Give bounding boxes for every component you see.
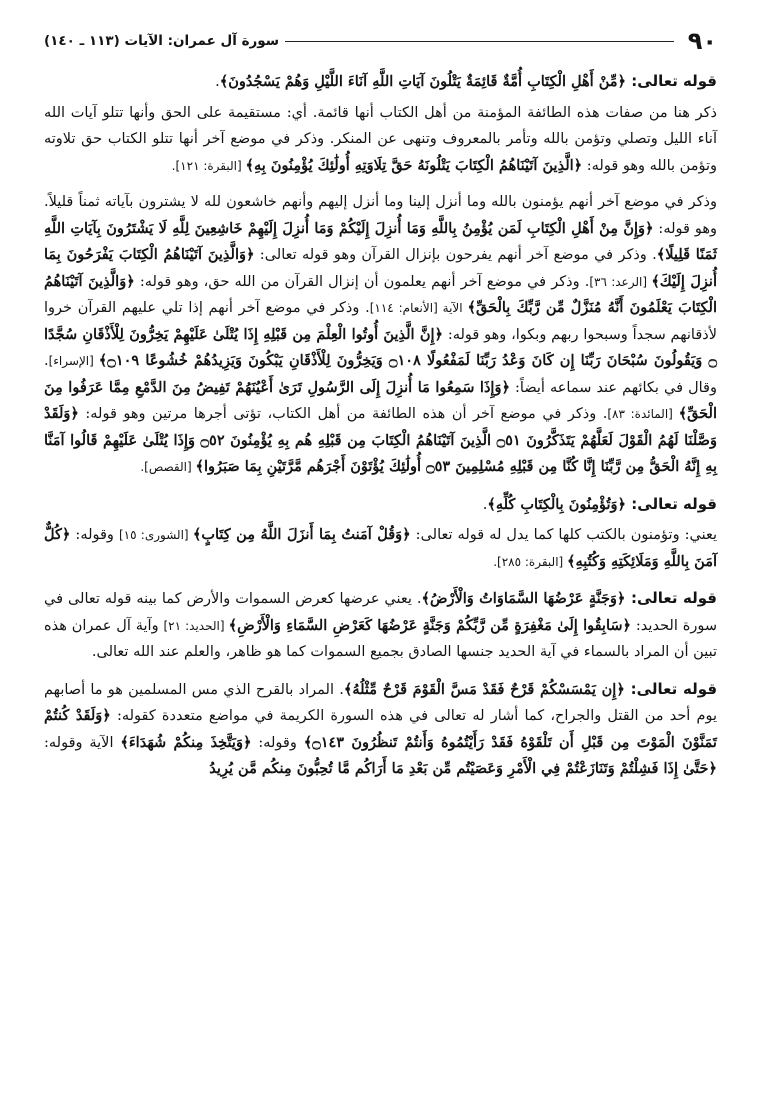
paragraph: [44, 189, 717, 481]
verse-reference: الآية [الأنعام: ١١٤]: [369, 301, 468, 315]
quran-verse: ﴿وَالَّذِينَ آتَيْنَاهُمُ الْكِتَابَ يَفْرَحُونَ بِمَا أُنزِلَ إِلَيْكَ﴾: [44, 246, 717, 290]
body-text: وذكر في موضع آخر أنهم يؤمنون بالله وما أنزل إلينا وما أنزل إليهم وأنهم خاشعون لله لا يشترون بآياته ثمناً قليلاً. وهو قوله:: [44, 194, 717, 237]
body-text: . وذكر في موضع آخر أنهم يعلمون أن إنزال القرآن من الله حق، وهو قوله:: [134, 273, 590, 290]
body-text: . وذكر في موضع آخر أن هذه الطائفة من أهل الكتاب، تؤتى أجرها مرتين وهو قوله:: [78, 406, 608, 422]
body-text: يعني: وتؤمنون بالكتب كلها كما يدل له قوله تعالى:: [410, 527, 717, 543]
section-lead: قوله تعالى:: [625, 589, 718, 607]
verse-reference: [المائدة: ٨٣]: [607, 407, 679, 421]
paragraph: [44, 676, 717, 783]
quran-verse: ﴿وَيَتَّخِذَ مِنكُمْ شُهَدَاءَ﴾: [120, 733, 252, 751]
body-text: . وقال في بكائهم عند سماعه أيضاً:: [44, 353, 717, 396]
quran-verse: ﴿مِّنْ أَهْلِ الْكِتَابِ أُمَّةٌ قَائِمَةٌ يَتْلُونَ آيَاتِ اللَّهِ آنَاءَ اللَّيْلِ وَهُمْ يَسْجُدُونَ﴾: [219, 73, 627, 90]
quran-verse: ﴿وَلَقَدْ كُنتُمْ تَمَنَّوْنَ الْمَوْتَ مِن قَبْلِ أَن تَلْقَوْهُ فَقَدْ رَأَيْتُمُوهُ وَأَنتُمْ تَنظُرُونَ ۝١٤٣﴾: [44, 707, 717, 751]
quran-verse: ﴿وَالَّذِينَ آتَيْنَاهُمُ الْكِتَابَ يَعْلَمُونَ أَنَّهُ مُنَزَّلٌ مِّن رَّبِّكَ بِالْحَقِّ﴾: [44, 272, 717, 316]
section-lead: قوله تعالى:: [624, 679, 718, 698]
body-text: ذكر هنا من صفات هذه الطائفة المؤمنة من أهل الكتاب أنها قائمة. أي: مستقيمة على الحق وأنها تتلو آيات الله آناء الليل وتصلي وتؤمن بالله وتأمر بالمعروف وتنهى عن المنكر. وذكر في موضع آخر أنها تتلو الكتاب حق تلاوته وتؤمن بالله وهو قوله:: [44, 104, 717, 174]
paragraph: [44, 491, 717, 519]
verse-reference: [الرعد: ٣٦]: [589, 274, 652, 289]
body-text: وقوله:: [70, 527, 119, 543]
body-text: الآية وقوله:: [44, 734, 121, 751]
paragraph: [44, 585, 717, 666]
body-text: .: [215, 74, 220, 90]
running-header: [44, 24, 717, 58]
verse-reference: [الحديد: ٢١]: [163, 618, 229, 633]
body-text: . وذكر في موضع آخر أنهم يفرحون بإنزال القرآن وهو قوله تعالى:: [254, 247, 657, 263]
verse-reference: [الشورى: ١٥]: [118, 528, 193, 542]
header-title: سورة آل عمران: الآيات (١١٣ ـ ١٤٠): [44, 33, 280, 49]
body-text: وآية آل عمران هذه تبين أن المراد بالسماء في آية الحديد جنسها الصادق بجميع السموات كما هو ظاهر، والعلم عند الله تعالى.: [44, 617, 717, 660]
quran-verse: ﴿الَّذِينَ آتَيْنَاهُمُ الْكِتَابَ يَتْلُونَهُ حَقَّ تِلَاوَتِهِ أُولَٰئِكَ يُؤْمِنُونَ بِهِ﴾: [245, 156, 583, 174]
paragraph: [44, 100, 717, 180]
verse-reference: [البقرة: ٢٨٥].: [493, 554, 568, 569]
quran-verse: ﴿سَابِقُوا إِلَىٰ مَغْفِرَةٍ مِّن رَّبِّكُمْ وَجَنَّةٍ عَرْضُهَا كَعَرْضِ السَّمَاءِ وَالْأَرْضِ﴾: [228, 616, 632, 634]
section-lead: قوله تعالى:: [626, 494, 717, 513]
body-text: . المراد بالقرح الذي مس المسلمين هو ما أصابهم يوم أحد من القتل والجراح، كما أشار له تعالى في هذه السورة الكريمة في مواضع متعددة كقوله:: [44, 681, 717, 724]
body-text: . يعني عرضها كعرض السموات والأرض كما بينه قوله تعالى في سورة الحديد:: [44, 591, 717, 634]
body-text: وقوله:: [251, 734, 304, 751]
paragraph: [44, 68, 717, 96]
body-text: .: [482, 496, 488, 513]
quran-verse: ﴿إِنَّ الَّذِينَ أُوتُوا الْعِلْمَ مِن قَبْلِهِ إِذَا يُتْلَىٰ عَلَيْهِمْ يَخِرُّونَ لِلْأَذْقَانِ سُجَّدًا ۝ وَيَقُولُونَ سُبْحَانَ رَبِّنَا إِن كَانَ وَعْدُ رَبِّنَا لَمَفْعُولًا ۝١٠٨ وَيَخِرُّونَ لِلْأَذْقَانِ يَبْكُونَ وَيَزِيدُهُمْ خُشُوعًا ۝١٠٩﴾: [44, 325, 717, 369]
quran-verse: ﴿وَتُؤْمِنُونَ بِالْكِتَابِ كُلِّهِ﴾: [487, 495, 627, 513]
section-lead: قوله تعالى:: [626, 72, 717, 90]
verse-reference: [الإسراء]: [48, 354, 99, 368]
quran-verse: ﴿وَقُلْ آمَنتُ بِمَا أَنزَلَ اللَّهُ مِن كِتَابٍ﴾: [192, 526, 411, 543]
commentary-section: [44, 189, 717, 481]
paragraph: [44, 522, 717, 575]
quran-verse: ﴿وَلَقَدْ وَصَّلْنَا لَهُمُ الْقَوْلَ لَعَلَّهُمْ يَتَذَكَّرُونَ ۝٥١ الَّذِينَ آتَيْنَاهُمُ الْكِتَابَ مِن قَبْلِهِ هُم بِهِ يُؤْمِنُونَ ۝٥٢ وَإِذَا يُتْلَىٰ عَلَيْهِمْ قَالُوا آمَنَّا بِهِ إِنَّهُ الْحَقُّ مِن رَّبِّنَا إِنَّا كُنَّا مِن قَبْلِهِ مُسْلِمِينَ ۝٥٣ أُولَٰئِكَ يُؤْتَوْنَ أَجْرَهُم مَّرَّتَيْنِ بِمَا صَبَرُوا﴾: [44, 405, 718, 475]
commentary-section: [44, 491, 717, 576]
quran-verse: ﴿كُلٌّ آمَنَ بِاللَّهِ وَمَلَائِكَتِهِ وَكُتُبِهِ﴾: [44, 526, 717, 570]
verse-reference: [القصص].: [140, 460, 196, 474]
commentary-section: [44, 68, 717, 179]
quran-verse: ﴿إِن يَمْسَسْكُمْ قَرْحٌ فَقَدْ مَسَّ الْقَوْمَ قَرْحٌ مِّثْلُهُ﴾: [343, 680, 625, 698]
quran-verse: ﴿وَجَنَّةٍ عَرْضُهَا السَّمَاوَاتُ وَالْأَرْضُ﴾: [421, 590, 626, 607]
page-number: ٩٠: [687, 27, 717, 55]
header-rule: [285, 41, 674, 42]
commentary-section: [44, 585, 717, 666]
verse-reference: [البقرة: ١٢١].: [171, 158, 246, 173]
commentary-section: [44, 676, 717, 783]
body-text: . وذكر في موضع آخر أنهم إذا تلي عليهم القرآن خروا لأذقانهم سجداً وسبحوا ربهم وبكوا، وهو قوله:: [44, 300, 717, 343]
quran-verse: ﴿وَإِذَا سَمِعُوا مَا أُنزِلَ إِلَى الرَّسُولِ تَرَىٰ أَعْيُنَهُمْ تَفِيضُ مِنَ الدَّمْعِ مِمَّا عَرَفُوا مِنَ الْحَقِّ﴾: [44, 378, 717, 422]
quran-verse: ﴿حَتَّىٰ إِذَا فَشِلْتُمْ وَتَنَازَعْتُمْ فِي الْأَمْرِ وَعَصَيْتُم مِّن بَعْدِ مَا أَرَاكُم مَّا تُحِبُّونَ مِنكُم مَّن يُرِيدُ: [209, 760, 717, 777]
quran-verse: ﴿وَإِنَّ مِنْ أَهْلِ الْكِتَابِ لَمَن يُؤْمِنُ بِاللَّهِ وَمَا أُنزِلَ إِلَيْكُمْ وَمَا أُنزِلَ إِلَيْهِمْ خَاشِعِينَ لِلَّهِ لَا يَشْتَرُونَ بِآيَاتِ اللَّهِ ثَمَنًا قَلِيلًا﴾: [44, 219, 717, 263]
document-body: [44, 68, 717, 783]
